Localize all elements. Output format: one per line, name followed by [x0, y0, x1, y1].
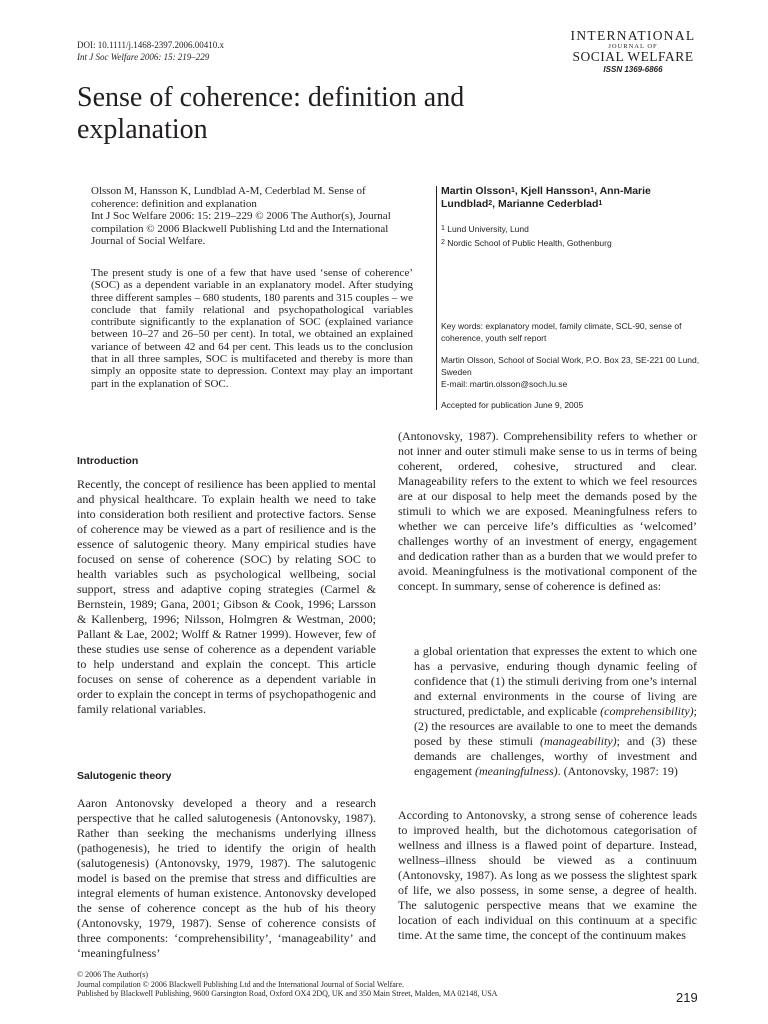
- salutogenic-paragraph: Aaron Antonovsky developed a theory and a research perspective that he called salutogenesis (Antonovsky, 1987). Rather than seeking the mechanisms underlying illness (pathogenesis), he tried to identify the origin of health (salutogenesis) (Antonovsky, 1979, 1987). The salutogenic model is based on the premise that stress and difficulties are integral elements of human existence. Antonovsky developed the sense of coherence concept as the hub of his theory (Antonovsky, 1979, 1987). Sense of coherence consists of three components: ‘comprehensibility’, ‘manageability’ and ‘meaningfulness’: [77, 796, 376, 960]
- footer-compilation: Journal compilation © 2006 Blackwell Publishing Ltd and the International Journal of Social Welfare.: [77, 979, 404, 989]
- article-doi-block: [77, 39, 224, 63]
- definition-paragraph: (Antonovsky, 1987). Comprehensibility refers to whether or not inner and outer stimuli make sense to us in terms of being coherent, ordered, cohesive, structured and clear. Manageability refers to the extent to which we feel resources are at our disposal to help meet the demands posed by the stimuli to which we are exposed. Meaningfulness refers to whether we can perceive life’s difficulties as ‘welcomed’ challenges worthy of an investment of energy, engagement and dedication rather than as a burden that we would prefer to avoid. Meaningfulness is the motivational component of the concept. In summary, sense of coherence is defined as:: [398, 429, 697, 593]
- author-name: Ann-Marie Lundblad$^2$,: [441, 185, 651, 210]
- author-name: Kjell Hansson$^1$,: [520, 185, 600, 197]
- journal-name-line1: INTERNATIONAL: [570, 28, 696, 43]
- section-heading-introduction: Introduction: [77, 455, 139, 467]
- doi-text: DOI: 10.1111/j.1468-2397.2006.00410.x: [77, 40, 224, 50]
- correspondence: [441, 354, 703, 390]
- journal-name-line2: JOURNAL OF: [608, 43, 658, 50]
- divider-line: [436, 186, 437, 410]
- author-list: [441, 185, 701, 211]
- citation-line: Int J Soc Welfare 2006: 15: 219–229: [77, 52, 210, 62]
- article-title: Sense of coherence: definition and explanation: [77, 82, 465, 145]
- journal-masthead: [568, 28, 698, 75]
- author-name: Marianne Cederblad$^1$: [498, 198, 603, 210]
- correspondence-email: E-mail: martin.olsson@soch.lu.se: [441, 379, 568, 389]
- block-quote: a global orientation that expresses the extent to which one has a pervasive, enduring though dynamic feeling of confidence that (1) the stimuli deriving from one’s internal and external environments in the course of living are structured, predictable, and explicable (comprehensibility); (2) the resources are available to one to meet the demands posed by these stimuli (manageability); and (3) these demands are challenges, worthy of investment and engagement (meaningfulness). (Antonovsky, 1987: 19): [414, 644, 697, 778]
- footer-copyright: © 2006 The Author(s): [77, 970, 149, 979]
- keywords: Key words: explanatory model, family climate, SCL-90, sense of coherence, youth self report: [441, 321, 682, 343]
- citation-block: Olsson M, Hansson K, Lundblad A-M, Cederblad M. Sense of coherence: definition and explanation Int J Soc Welfare 2006: 15: 219–229 © 2006 The Author(s), Journal compilation © 2006 Blackwell Publishing Ltd and the International Journal of Social Welfare.: [91, 185, 391, 248]
- issn: ISSN 1369-6866: [603, 65, 663, 74]
- journal-name-line3: SOCIAL WELFARE: [572, 49, 694, 64]
- abstract: The present study is one of a few that have used ‘sense of coherence’ (SOC) as a dependent variable in an explanatory model. After studying three different samples – 680 students, 180 parents and 315 couples – we conclude that family relational and psychopathological variables contribute significantly to the explanation of SOC (explained variance between 10–27 and 26–50 per cent). In total, we obtained an explained variance of between 42 and 64 per cent. This leads us to the conclusion that in all three samples, SOC is multifaceted and thereby is more than simply an opposite state to depression. Context may play an important part in the explanation of SOC.: [91, 267, 413, 390]
- page-footer: [77, 970, 637, 999]
- introduction-paragraph: Recently, the concept of resilience has been applied to mental and physical healthcare. To explain health we need to take into consideration both resilient and protective factors. Sense of coherence may be viewed as a part of resilience and is the essence of salutogenic theory. Many empirical studies have focused on sense of coherence (SOC) by relating SOC to health variables such as psychological wellbeing, social support, stress and adaptive coping strategies (Carmel & Bernstein, 1989; Gana, 2001; Gibson & Cook, 1996; Larsson & Kallenberg, 1996; Nilsson, Holmgren & Westman, 2000; Pallant & Lae, 2002; Wolff & Ratner 1999). However, few of these studies use sense of coherence as a dependent variable to help understand and explain the concept. This article focuses on sense of coherence as a dependent variable in order to explain the concept in terms of psychopathogenic and family relational variables.: [77, 477, 376, 716]
- affiliation: $^1$ Lund University, Lund: [441, 224, 529, 234]
- section-heading-salutogenic-theory: Salutogenic theory: [77, 770, 172, 782]
- footer-publisher: Published by Blackwell Publishing, 9600 Garsington Road, Oxford OX4 2DQ, UK and 350 Main Street, Malden, MA 02148, USA: [77, 989, 498, 998]
- continuum-paragraph: According to Antonovsky, a strong sense of coherence leads to improved health, but the dichotomous categorisation of wellness and illness is a flawed point of departure. Instead, wellness–illness should be viewed as a continuum (Antonovsky, 1987). As long as we possess the slightest spark of life, we also possess, in some sense, a degree of health. The salutogenic perspective means that we examine the location of each individual on this continuum at a specific time. At the same time, the concept of the continuum makes: [398, 808, 697, 942]
- author-name: Martin Olsson$^1$,: [441, 185, 521, 197]
- page-number: 219: [676, 990, 698, 1005]
- affiliation: $^2$ Nordic School of Public Health, Gothenburg: [441, 238, 612, 248]
- correspondence-address: Martin Olsson, School of Social Work, P.O. Box 23, SE-221 00 Lund, Sweden: [441, 355, 700, 377]
- accepted-date: Accepted for publication June 9, 2005: [441, 400, 584, 410]
